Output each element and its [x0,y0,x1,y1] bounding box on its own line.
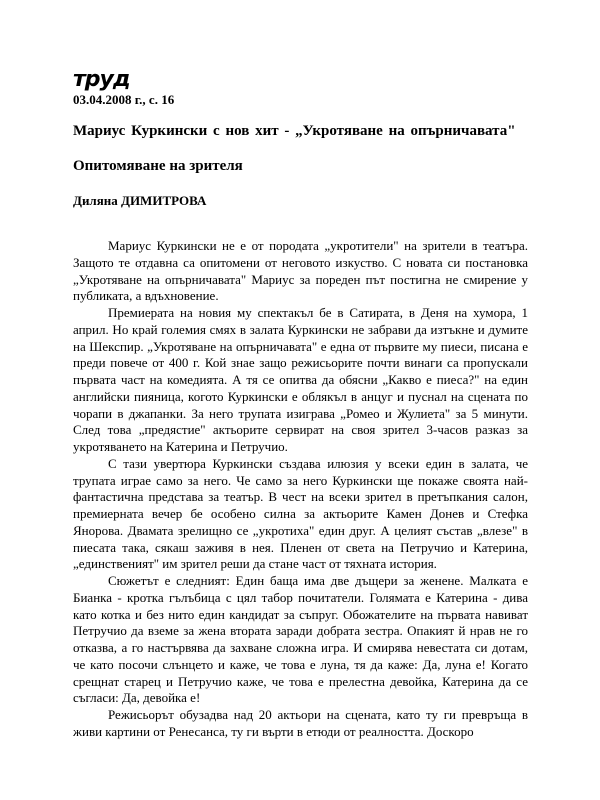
article-body [73,238,528,741]
article-headline: Мариус Куркински с нов хит - „Укротяване на опърничавата" [73,123,516,139]
article-subheadline: Опитомяване на зрителя [73,158,243,174]
paragraph: Режисьорът обузадва над 20 актьори на сцената, като ту ги превръща в живи картини от Ренесанса, ту ги върти в етюди от реалността. Доскоро [73,707,528,739]
newspaper-logo: труд [73,67,130,92]
publication-date-line: 03.04.2008 г., с. 16 [73,92,175,107]
paragraph: Мариус Куркински не е от породата „укротители" на зрители в театъра. Защото те отдавна са опитомени от неговото изкуство. С новата си постановка „Укротяване на опърничавата" Мариус за пореден път постигна не смирение у публиката, а вдъхновение. [73,238,528,304]
article-author: Диляна ДИМИТРОВА [73,193,207,208]
paragraph: С тази увертюра Куркински създава илюзия у всеки един в залата, че трупата играе само за него. Че само за него Куркински ще покаже своята най-фантастична представа за театър. В чест на всеки зрител в претъпкания салон, премиерната вечер бе особено силна за актьорите Камен Донев и Стефка Янорова. Двамата зрелищно се „укротиха" един друг. А целият състав „влезе" в пиесата така, сякаш заживя в нея. Пленен от света на Петручио и Катерина, „единственият" им зрител реши да стане част от тяхната история. [73,455,528,572]
paragraph: Премиерата на новия му спектакъл бе в Сатирата, в Деня на хумора, 1 април. Но край големия смях в залата Куркински не забрави да изтъкне и думите на Шекспир. „Укротяване на опърничавата" е една от първите му пиеси, писана е преди повече от 400 г. Кой знае защо режисьорите почти винаги са пропускали първата част на комедията. А тя се опитва да обясни „Какво е пиеса?" на един английски пияница, когото Куркински е облякъл в анцуг и пуснал на сцената по чорапи в джапанки. За него трупата изиграва „Ромео и Жулиета" за 5 минути. След това „предястие" актьорите сервират на своя зрител 3-часов разказ за укротяването на Катерина и Петручио. [73,305,528,454]
paragraph: Сюжетът е следният: Един баща има две дъщери за женене. Малката е Бианка - кротка гълъбица с цял табор почитатели. Голямата е Катерина - дива като котка и без нито един кандидат за съпруг. Обожателите на първата навиват Петручио да вземе за жена втората заради добрата зестра. Опакият й нрав не го отказва, а го настървява да захване сложна игра. И смирява невестата си дотам, че като посочи слънцето и каже, че това е луна, тя да каже: Да, луна е! Когато срещнат старец и Петручио каже, че това е прелестна девойка, Катерина да се съгласи: Да, девойка е! [73,573,528,706]
